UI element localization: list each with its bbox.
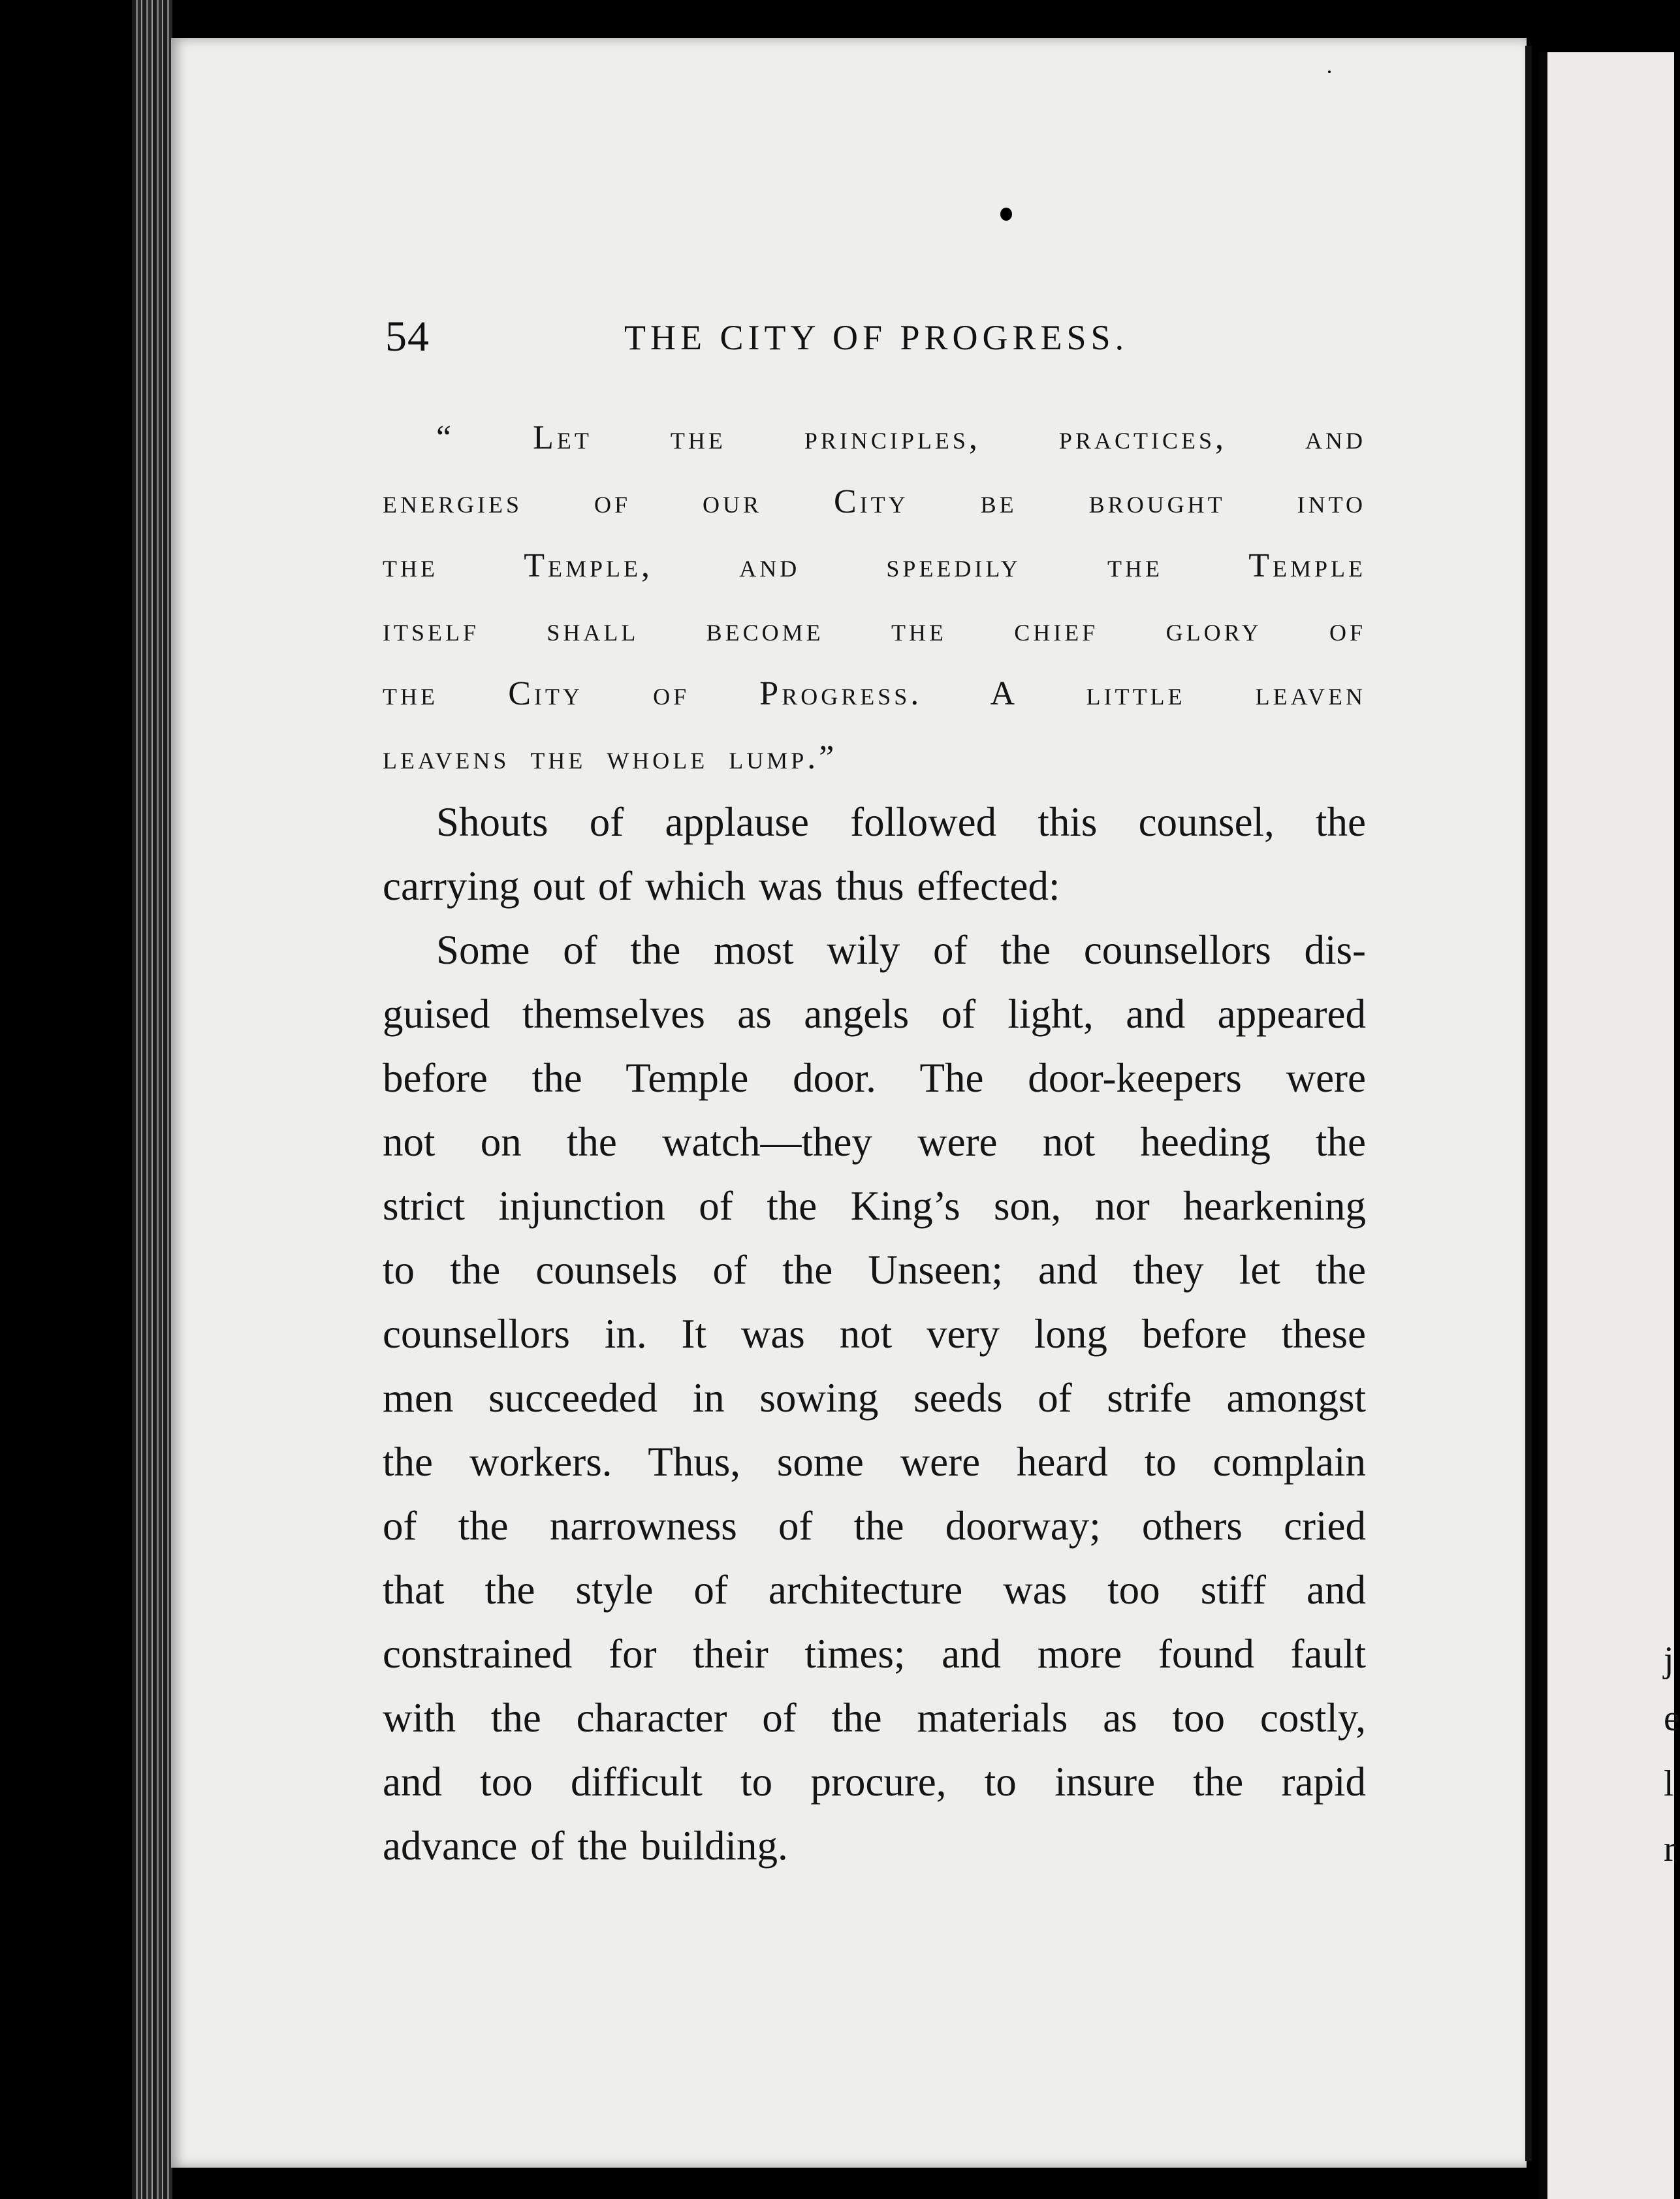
running-title: THE CITY OF PROGRESS. bbox=[624, 318, 1129, 357]
body-line: Some of the most wily of the counsellors dis- bbox=[436, 927, 1366, 973]
body-line: of the narrowness of the doorway; others cried bbox=[383, 1503, 1366, 1549]
body-line: with the character of the materials as too costly, bbox=[383, 1695, 1366, 1741]
body-line: not on the watch—they were not heeding the bbox=[383, 1119, 1366, 1165]
page-text bbox=[383, 406, 1366, 1878]
body-line: constrained for their times; and more found fault bbox=[383, 1631, 1366, 1677]
page-header bbox=[385, 312, 1365, 364]
quote-line: the Temple, and speedily the Temple bbox=[383, 547, 1366, 584]
right-page-fragment: r bbox=[1664, 1829, 1676, 1869]
quote-line: itself shall become the chief glory of bbox=[383, 611, 1366, 648]
ink-speck bbox=[1000, 208, 1012, 221]
body-line: and too difficult to procure, to insure the rapid bbox=[383, 1759, 1366, 1805]
page-gutter-line bbox=[1525, 46, 1532, 2161]
right-page-fragment: e bbox=[1664, 1698, 1680, 1739]
body-line: the workers. Thus, some were heard to complain bbox=[383, 1439, 1366, 1485]
body-line: strict injunction of the King’s son, nor hearkening bbox=[383, 1183, 1366, 1229]
quote-line: leavens the whole lump.” bbox=[383, 739, 838, 776]
body-line: counsellors in. It was not very long before these bbox=[383, 1311, 1366, 1357]
quote-line: “ Let the principles, practices, and bbox=[436, 419, 1366, 456]
right-page-edge bbox=[1547, 52, 1674, 2199]
body-line: men succeeded in sowing seeds of strife amongst bbox=[383, 1375, 1366, 1421]
page-number: 54 bbox=[385, 313, 430, 360]
body-line: before the Temple door. The door-keepers were bbox=[383, 1055, 1366, 1101]
body-line: that the style of architecture was too stiff and bbox=[383, 1567, 1366, 1613]
ink-speck bbox=[10, 317, 17, 323]
right-page-fragment: j bbox=[1664, 1639, 1674, 1680]
body-line: advance of the building. bbox=[383, 1823, 788, 1869]
quote-line: the City of Progress. A little leaven bbox=[383, 675, 1366, 712]
body-line: to the counsels of the Unseen; and they let the bbox=[383, 1247, 1366, 1293]
body-line: guised themselves as angels of light, and appeared bbox=[383, 991, 1366, 1037]
book-binding bbox=[132, 0, 172, 2199]
body-line: carrying out of which was thus effected: bbox=[383, 863, 1060, 909]
body-line: Shouts of applause followed this counsel, the bbox=[436, 799, 1366, 845]
page-gutter-shadow bbox=[1540, 52, 1547, 2199]
ink-speck bbox=[1328, 71, 1331, 73]
right-page-fragment: l bbox=[1664, 1764, 1674, 1804]
quote-line: energies of our City be brought into bbox=[383, 483, 1366, 520]
